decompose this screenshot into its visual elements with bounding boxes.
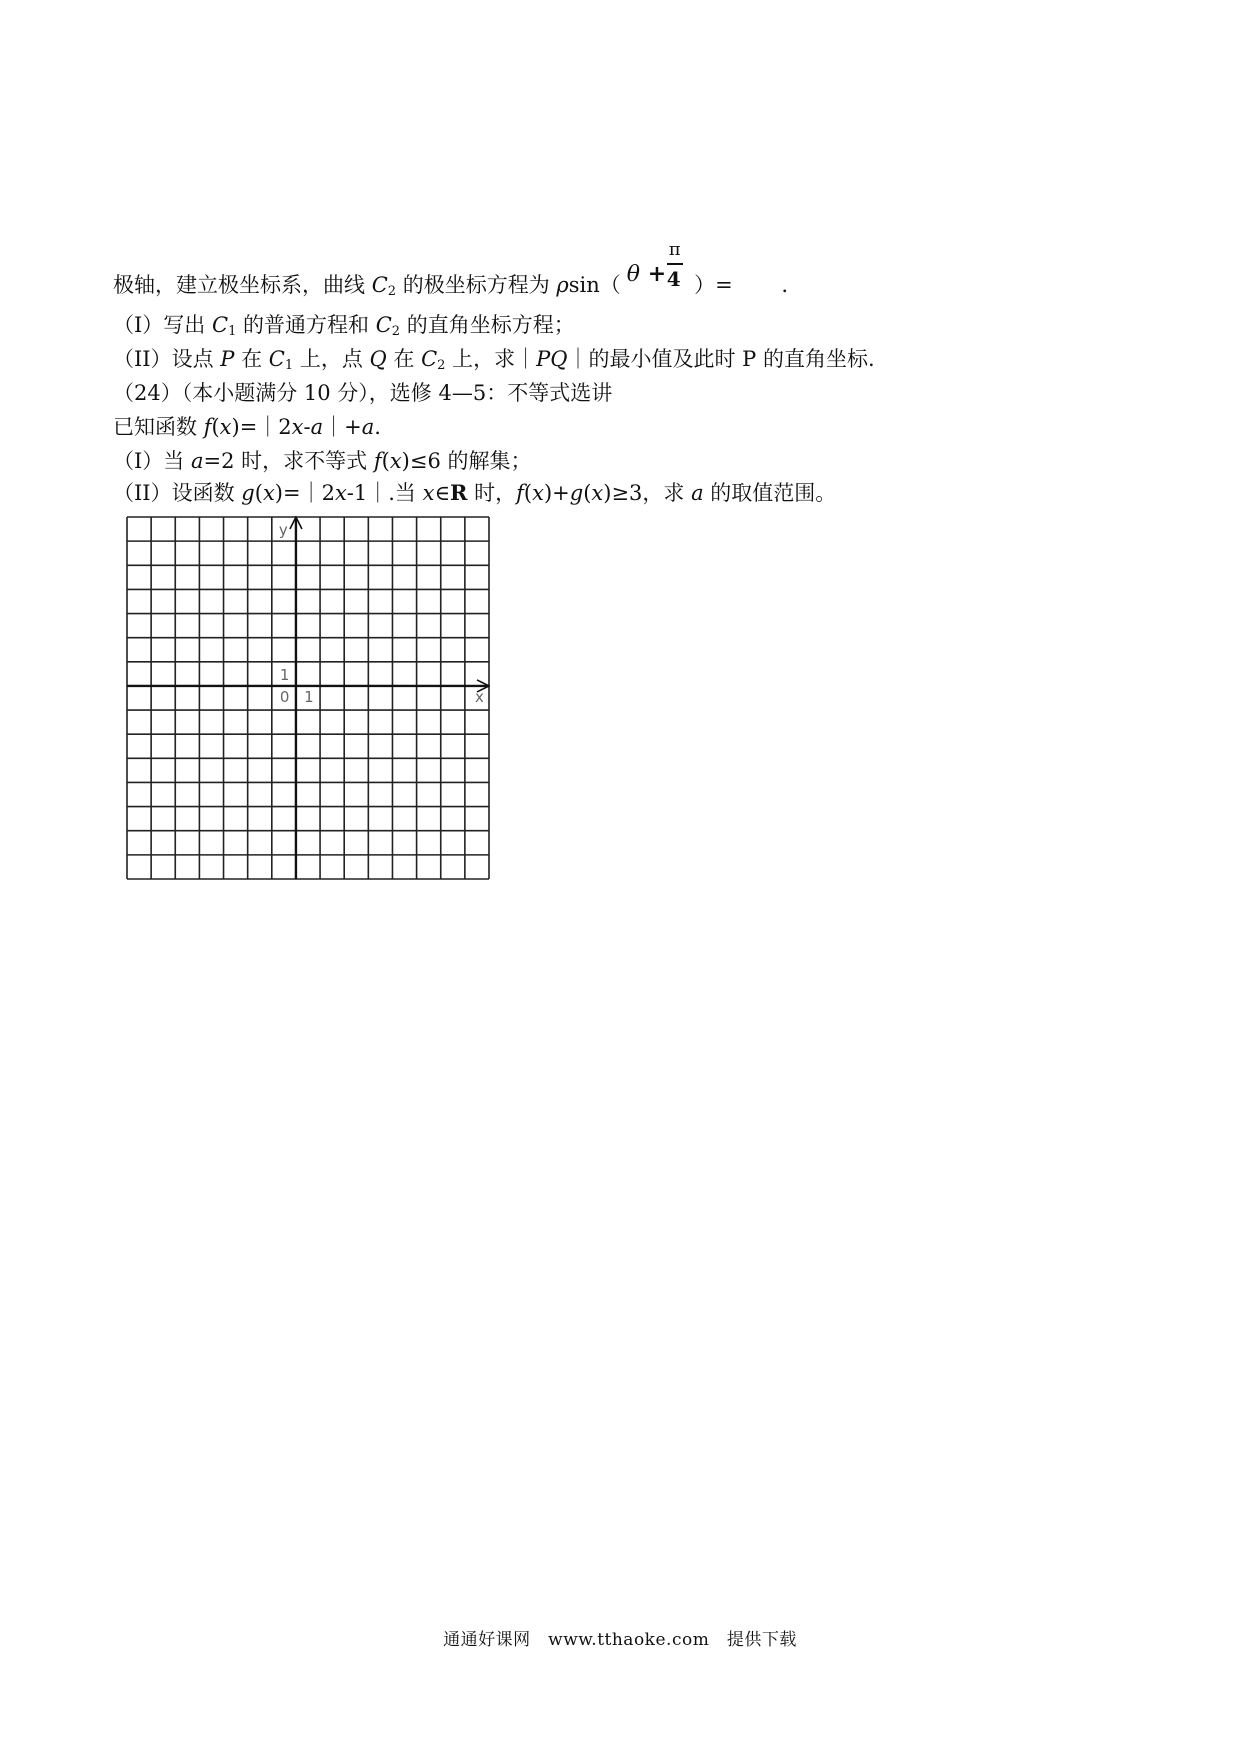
problem-line-3: （24）（本小题满分 10 分），选修 4—5：不等式选讲: [113, 381, 613, 405]
text-segment: 的直角坐标方程；: [400, 313, 575, 337]
math-var: C: [211, 313, 229, 337]
problem-line-1: [113, 310, 575, 347]
problem-line-0: [113, 239, 789, 307]
math-var: f: [373, 449, 382, 473]
y-axis-label: y: [278, 521, 288, 539]
coordinate-grid-svg: [126, 516, 490, 880]
math-sub: 1: [228, 324, 237, 339]
math-var: g: [569, 481, 584, 505]
math-set-real: R: [449, 480, 468, 505]
text-segment: )≥3，求: [603, 481, 692, 505]
math-var: a: [691, 481, 704, 505]
origin-label: 0: [279, 687, 290, 706]
text-segment: （II）设函数: [113, 481, 242, 505]
math-var: ρ: [556, 273, 569, 297]
text-segment: )=｜2: [274, 481, 335, 505]
math-var: C: [268, 347, 285, 371]
math-sub: 2: [387, 284, 397, 299]
text-segment: .: [374, 415, 381, 439]
text-segment: 已知函数: [113, 415, 204, 439]
unit-x-label: 1: [304, 687, 314, 706]
text-segment: )=｜2: [231, 415, 292, 439]
text-segment: 的普通方程和: [236, 313, 376, 337]
math-var: f: [516, 481, 524, 505]
math-var: P: [220, 347, 235, 371]
math-var: a: [361, 415, 375, 439]
text-segment: sin（: [568, 273, 621, 297]
math-sub: 2: [437, 358, 446, 373]
footer-download-note: 通通好课网 www.tthaoke.com 提供下载: [443, 1630, 797, 1650]
text-segment: =2 时，求不等式: [203, 449, 374, 473]
coordinate-grid: [126, 516, 490, 880]
text-segment: ）= .: [694, 273, 789, 297]
math-sub: 1: [284, 358, 294, 373]
text-segment: (: [254, 481, 263, 505]
text-segment: ｜+: [323, 415, 362, 439]
math-var: x: [422, 481, 435, 505]
math-var: x: [389, 449, 402, 473]
math-var: PQ: [536, 347, 568, 371]
text-segment: （I）写出: [113, 313, 212, 337]
plus-sign: +: [647, 261, 667, 287]
math-sub: 2: [391, 324, 401, 339]
fraction-numerator: π: [668, 239, 681, 260]
problem-line-6: [113, 478, 836, 508]
text-segment: ｜的最小值及此时 P 的直角坐标.: [567, 347, 875, 371]
text-segment: (: [211, 415, 220, 439]
math-var: C: [375, 313, 392, 337]
theta-plus-pi-over-4: [626, 239, 688, 291]
math-var: Q: [369, 347, 387, 371]
problem-line-5: [113, 446, 531, 476]
text-segment: 的取值范围。: [703, 481, 837, 505]
math-var: x: [532, 481, 544, 505]
math-var: x: [262, 481, 275, 505]
text-segment: -1｜.当: [346, 481, 423, 505]
math-var: a: [190, 449, 204, 473]
unit-y-label: 1: [279, 665, 290, 684]
math-var: a: [310, 415, 324, 439]
math-var: C: [371, 273, 388, 297]
text-segment: (: [381, 449, 390, 473]
text-segment: 极轴，建立极坐标系，曲线: [113, 273, 372, 297]
text-segment: (: [583, 481, 592, 505]
text-segment: 上，点: [293, 347, 370, 371]
text-segment: 在: [386, 347, 422, 371]
text-segment: ∈: [434, 481, 450, 505]
math-var: g: [241, 481, 255, 505]
x-axis-label: x: [475, 687, 484, 706]
text-segment: )+: [543, 481, 570, 505]
text-segment: (: [523, 481, 533, 505]
text-segment: 上，求｜: [445, 347, 537, 371]
text-segment: 时，: [467, 481, 517, 505]
math-var: x: [291, 415, 304, 439]
text-segment: （II）设点: [113, 347, 221, 371]
text-segment: 在: [234, 347, 269, 371]
text-segment: )≤6 的解集；: [401, 449, 532, 473]
problem-line-4: [113, 412, 381, 442]
problem-line-2: [113, 344, 875, 381]
math-var: C: [421, 347, 438, 371]
math-var: x: [334, 481, 347, 505]
text-segment: （I）当: [113, 449, 191, 473]
math-var: x: [219, 415, 232, 439]
text-segment: -: [303, 415, 311, 439]
math-var: θ: [626, 262, 641, 287]
fraction-denominator: 4: [666, 267, 681, 291]
text-segment: 的极坐标方程为: [396, 273, 557, 297]
math-var: f: [203, 415, 212, 439]
math-var: x: [591, 481, 604, 505]
